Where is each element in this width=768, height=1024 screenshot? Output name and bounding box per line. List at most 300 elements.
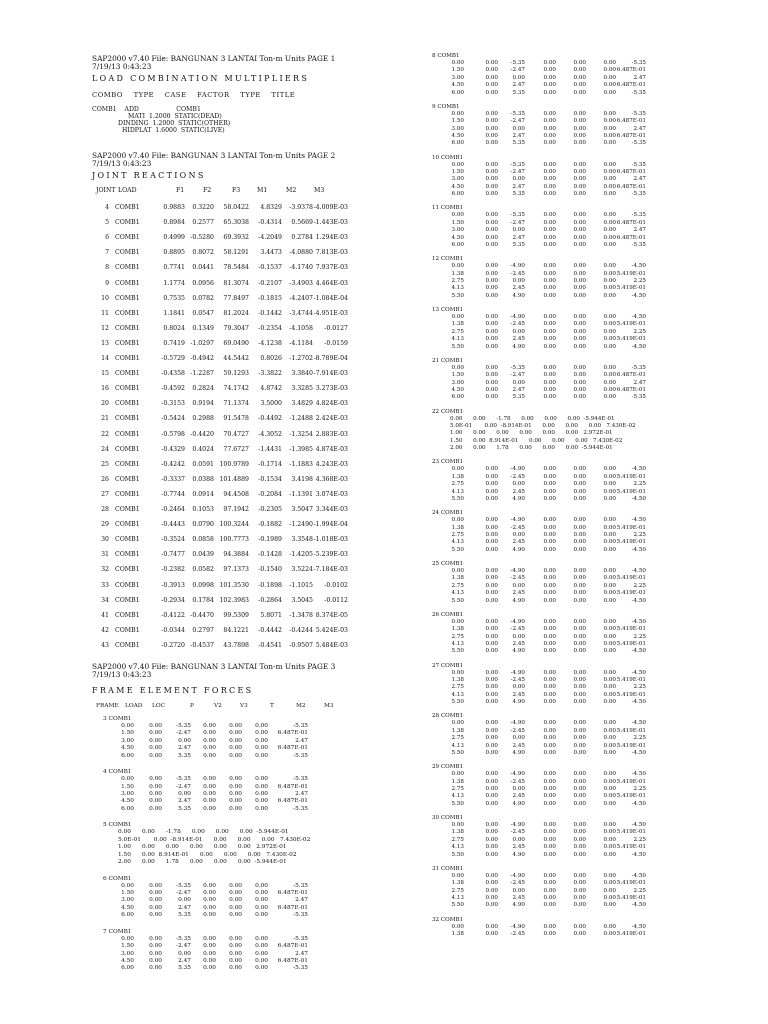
frame-label: 4 COMB1 bbox=[103, 769, 132, 776]
frame-force-cell: 0.00 bbox=[603, 110, 616, 117]
frame-force-cell: 3.00 bbox=[451, 379, 464, 386]
joint-reactions-column-header: F2 bbox=[203, 187, 212, 194]
frame-force-cell: 2.25 bbox=[633, 684, 646, 691]
joint-reaction-cell: 0.5669 bbox=[291, 219, 313, 227]
frame-force-cell: 0.00 bbox=[573, 822, 586, 828]
frame-force-cell: 0.00 bbox=[485, 212, 498, 219]
joint-reaction-cell: 0.2577 bbox=[192, 219, 214, 227]
joint-reaction-cell: -0.1898 bbox=[258, 581, 282, 589]
frame-label: 25 COMB1 bbox=[432, 561, 464, 567]
frame-force-cell: 0.00 bbox=[149, 791, 162, 797]
frame-force-cell: -4.50 bbox=[631, 800, 646, 807]
frame-force-cell: 0.00 bbox=[229, 752, 242, 759]
frame-force-cell: 1.38 bbox=[451, 524, 464, 531]
frame-force-cell: 0.00 bbox=[485, 582, 498, 589]
frame-force-cell: 0.00 bbox=[255, 912, 268, 919]
joint-reaction-cell: -4.009E-03 bbox=[313, 204, 348, 211]
frame-force-cell: 0.00 bbox=[573, 742, 586, 749]
joint-reaction-cell: -0.1534 bbox=[258, 475, 282, 483]
frame-force-cell: 0.00 bbox=[121, 882, 134, 889]
frame-force-cell: 5.50 bbox=[451, 800, 464, 807]
frame-force-cell: 0.00 bbox=[485, 517, 498, 524]
joint-reaction-cell: -4.1058 bbox=[289, 324, 313, 332]
frame-force-cell: -4.50 bbox=[631, 872, 646, 879]
frame-label: 26 COMB1 bbox=[432, 611, 464, 618]
joint-reaction-cell: -0.4420 bbox=[190, 430, 214, 438]
frame-force-cell: 0.00 bbox=[485, 742, 498, 749]
frame-force-cell: 0.00 bbox=[203, 745, 216, 752]
frame-label: 9 COMB1 bbox=[432, 103, 460, 110]
frame-force-cell: 0.00 bbox=[543, 626, 556, 633]
frame-force-cell: 0.00 bbox=[543, 750, 556, 756]
frame-force-cell: 0.00 bbox=[485, 321, 498, 328]
frame-force-cell: 1.50 bbox=[451, 118, 464, 125]
frame-force-cell: 0.00 bbox=[512, 633, 525, 640]
frame-force-cell: 0.00 bbox=[178, 791, 191, 797]
frame-force-cell: 0.00 bbox=[229, 935, 242, 942]
frame-force-cell: 6.487E-01 bbox=[277, 798, 308, 805]
frame-force-row: 1.00 0.00 0.00 0.00 0.00 0.00 2.972E-01 bbox=[118, 844, 287, 851]
frame-force-cell: 0.00 bbox=[485, 829, 498, 836]
frame-force-cell: -2.47 bbox=[510, 67, 525, 74]
frame-force-cell: -2.45 bbox=[510, 829, 525, 836]
frame-force-cell: 0.00 bbox=[543, 887, 556, 894]
frame-force-cell: 0.00 bbox=[603, 219, 616, 226]
frame-force-cell: 0.00 bbox=[485, 219, 498, 226]
frame-force-cell: 5.419E-01 bbox=[616, 778, 646, 785]
frame-force-cell: 6.487E-01 bbox=[616, 372, 646, 379]
joint-reaction-cell: 3.5000 bbox=[260, 400, 282, 408]
frame-force-cell: 0.00 bbox=[603, 242, 616, 248]
frame-force-cell: 0.00 bbox=[573, 648, 586, 655]
joint-reaction-cell: -0.4314 bbox=[258, 219, 282, 227]
frame-force-cell: 0.00 bbox=[149, 890, 162, 896]
frame-force-cell: 6.487E-01 bbox=[277, 890, 308, 896]
frame-force-cell: 0.00 bbox=[543, 895, 556, 901]
joint-reaction-cell: -0.4329 bbox=[161, 445, 185, 453]
joint-reaction-cell: COMB1 bbox=[115, 490, 140, 498]
frame-force-cell: 0.00 bbox=[485, 923, 498, 930]
frame-force-cell: 0.00 bbox=[603, 641, 616, 647]
joint-reaction-cell: 3.3285 bbox=[291, 385, 313, 393]
frame-force-cell: 4.13 bbox=[451, 641, 464, 647]
joint-reaction-cell: 4.824E-03 bbox=[315, 400, 348, 408]
joint-reaction-cell: COMB1 bbox=[115, 506, 140, 513]
frame-force-cell: 0.00 bbox=[485, 844, 498, 851]
frame-force-cell: 0.00 bbox=[603, 118, 616, 125]
frame-force-cell: 0.00 bbox=[603, 895, 616, 901]
frame-label: 23 COMB1 bbox=[432, 459, 464, 466]
frame-force-cell: 0.00 bbox=[573, 844, 586, 851]
frame-force-row: 1.50 0.00 8.914E-01 0.00 0.00 0.00 7.430E-02 bbox=[118, 851, 297, 858]
frame-force-cell: 0.00 bbox=[543, 219, 556, 226]
frame-force-cell: 0.00 bbox=[573, 524, 586, 531]
frame-force-cell: -5.35 bbox=[510, 110, 525, 117]
frame-force-cell: 5.35 bbox=[178, 912, 191, 919]
frame-force-cell: 0.00 bbox=[485, 626, 498, 633]
joint-reaction-cell: 81.3074 bbox=[223, 279, 249, 287]
frame-label: 30 COMB1 bbox=[432, 815, 464, 821]
frame-force-cell: 0.00 bbox=[451, 568, 464, 574]
frame-force-cell: 5.419E-01 bbox=[616, 727, 646, 734]
frame-force-cell: 5.50 bbox=[451, 750, 464, 756]
frame-force-cell: 2.75 bbox=[451, 633, 464, 640]
frame-force-cell: 0.00 bbox=[543, 74, 556, 81]
frame-force-cell: 0.00 bbox=[573, 263, 586, 270]
frame-force-cell: 0.00 bbox=[543, 829, 556, 836]
frame-force-cell: 0.00 bbox=[603, 263, 616, 270]
frame-forces-column-header: V2 bbox=[214, 703, 222, 709]
frame-force-cell: 5.419E-01 bbox=[616, 590, 646, 597]
frame-force-cell: 0.00 bbox=[543, 387, 556, 393]
frame-force-cell: 0.00 bbox=[451, 110, 464, 117]
frame-force-cell: 3.00 bbox=[121, 897, 134, 904]
frame-force-cell: 0.00 bbox=[255, 805, 268, 812]
frame-force-cell: 6.00 bbox=[121, 752, 134, 759]
frame-force-cell: 0.00 bbox=[485, 669, 498, 676]
frame-force-cell: 0.00 bbox=[543, 234, 556, 241]
frame-force-cell: -5.35 bbox=[631, 140, 646, 147]
frame-force-cell: 0.00 bbox=[485, 364, 498, 371]
frame-force-cell: 0.00 bbox=[603, 836, 616, 843]
frame-label: 8 COMB1 bbox=[432, 53, 460, 59]
frame-force-cell: 0.00 bbox=[543, 836, 556, 843]
frame-force-cell: -2.45 bbox=[510, 727, 525, 734]
joint-reaction-cell: -1.084E-04 bbox=[313, 294, 348, 302]
frame-force-cell: 0.00 bbox=[229, 912, 242, 919]
joint-reaction-cell: 0.9194 bbox=[192, 400, 214, 408]
joint-reaction-cell: 4.8329 bbox=[260, 204, 282, 211]
joint-reaction-cell: 4.368E-03 bbox=[315, 475, 348, 483]
joint-reaction-cell: -4.2049 bbox=[258, 234, 282, 242]
frame-force-cell: 0.00 bbox=[573, 140, 586, 147]
joint-reaction-cell: COMB1 bbox=[115, 385, 140, 393]
frame-label: 31 COMB1 bbox=[432, 865, 464, 872]
frame-force-cell: -5.35 bbox=[631, 191, 646, 198]
frame-force-cell: 0.00 bbox=[573, 227, 586, 234]
frame-force-cell: 4.90 bbox=[512, 648, 525, 655]
joint-reaction-cell: 11 bbox=[101, 309, 109, 317]
frame-force-cell: 3.00 bbox=[451, 227, 464, 234]
frame-force-row: 0.00 0.00 -1.78 0.00 0.00 0.00 -5.944E-01 bbox=[450, 415, 615, 422]
frame-force-cell: 6.487E-01 bbox=[616, 67, 646, 74]
joint-reaction-cell: COMB1 bbox=[115, 536, 140, 544]
frame-force-cell: -2.47 bbox=[510, 169, 525, 175]
frame-force-cell: 5.35 bbox=[512, 394, 525, 401]
frame-force-cell: 0.00 bbox=[543, 524, 556, 531]
frame-label: 5 COMB1 bbox=[103, 822, 132, 829]
frame-force-cell: 0.00 bbox=[603, 546, 616, 553]
frame-force-cell: 0.00 bbox=[573, 575, 586, 582]
frame-force-cell: 2.45 bbox=[512, 844, 525, 851]
frame-force-cell: 0.00 bbox=[485, 60, 498, 66]
frame-force-cell: 0.00 bbox=[255, 965, 268, 972]
joint-reaction-cell: COMB1 bbox=[115, 551, 140, 559]
joint-reaction-cell: 0.2784 bbox=[291, 234, 313, 242]
frame-force-cell: 0.00 bbox=[451, 822, 464, 828]
frame-force-cell: 0.00 bbox=[451, 161, 464, 168]
frame-force-cell: 0.00 bbox=[485, 684, 498, 691]
joint-reaction-cell: -0.7477 bbox=[161, 551, 185, 559]
frame-force-cell: 5.35 bbox=[512, 89, 525, 96]
frame-force-cell: 0.00 bbox=[603, 524, 616, 531]
frame-force-cell: 2.75 bbox=[451, 786, 464, 792]
frame-force-cell: 2.47 bbox=[633, 379, 646, 386]
frame-force-cell: 0.00 bbox=[573, 372, 586, 379]
frame-force-cell: 0.00 bbox=[485, 902, 498, 909]
frame-force-cell: 0.00 bbox=[603, 669, 616, 676]
frame-force-cell: 6.487E-01 bbox=[616, 169, 646, 175]
frame-force-cell: 0.00 bbox=[229, 737, 242, 744]
frame-force-cell: 0.00 bbox=[451, 872, 464, 879]
joint-reaction-cell: 21 bbox=[101, 415, 109, 423]
frame-force-row: 1.00 0.00 0.00 0.00 0.00 0.00 2.972E-01 bbox=[450, 430, 613, 437]
joint-reaction-cell: 10 bbox=[101, 294, 109, 302]
joint-reaction-cell: 102.3983 bbox=[219, 596, 249, 604]
frame-label: 22 COMB1 bbox=[432, 408, 464, 415]
frame-force-cell: 0.00 bbox=[255, 958, 268, 964]
frame-force-cell: 0.00 bbox=[229, 805, 242, 812]
frame-force-cell: 0.00 bbox=[485, 568, 498, 574]
joint-reaction-cell: 34 bbox=[101, 596, 109, 604]
frame-force-cell: 0.00 bbox=[603, 496, 616, 502]
frame-force-cell: 0.00 bbox=[543, 532, 556, 538]
joint-reaction-cell: 0.8895 bbox=[163, 249, 185, 257]
frame-force-cell: 2.45 bbox=[512, 895, 525, 901]
frame-force-cell: 2.47 bbox=[178, 798, 191, 805]
frame-force-cell: -5.35 bbox=[631, 394, 646, 401]
frame-forces-column-header: LOAD bbox=[125, 703, 143, 709]
frame-force-cell: 0.00 bbox=[229, 730, 242, 737]
joint-reaction-cell: -0.2464 bbox=[161, 506, 185, 513]
frame-force-cell: 0.00 bbox=[485, 648, 498, 655]
frame-force-cell: 1.38 bbox=[451, 931, 464, 937]
frame-force-cell: 0.00 bbox=[573, 212, 586, 219]
load-combination-row: DINDING 1.2000 STATIC(OTHER) bbox=[118, 120, 231, 127]
frame-force-cell: 4.90 bbox=[512, 699, 525, 706]
frame-force-cell: 0.00 bbox=[543, 488, 556, 495]
frame-force-cell: 0.00 bbox=[543, 575, 556, 582]
frame-force-cell: -4.50 bbox=[631, 771, 646, 778]
frame-force-cell: 0.00 bbox=[543, 89, 556, 96]
frame-force-cell: 0.00 bbox=[543, 60, 556, 66]
frame-force-cell: 0.00 bbox=[603, 618, 616, 625]
frame-force-cell: -5.35 bbox=[293, 723, 308, 729]
joint-reaction-cell: -4.951E-03 bbox=[313, 309, 348, 317]
frame-force-cell: -5.35 bbox=[631, 364, 646, 371]
frame-force-cell: 0.00 bbox=[603, 140, 616, 147]
frame-force-cell: 1.38 bbox=[451, 575, 464, 582]
frame-force-cell: 0.00 bbox=[603, 466, 616, 473]
frame-force-cell: 3.00 bbox=[451, 125, 464, 132]
frame-label: 10 COMB1 bbox=[432, 154, 464, 161]
frame-force-cell: 0.00 bbox=[543, 902, 556, 909]
frame-force-cell: 0.00 bbox=[543, 343, 556, 350]
joint-reaction-cell: 5 bbox=[105, 219, 109, 227]
frame-force-cell: 0.00 bbox=[573, 568, 586, 574]
frame-force-cell: 0.00 bbox=[543, 133, 556, 139]
frame-force-cell: 2.45 bbox=[512, 488, 525, 495]
frame-force-cell: 0.00 bbox=[603, 125, 616, 132]
frame-force-cell: 0.00 bbox=[573, 67, 586, 74]
frame-force-cell: 0.00 bbox=[229, 890, 242, 896]
frame-force-cell: 0.00 bbox=[485, 343, 498, 350]
frame-force-cell: 0.00 bbox=[485, 488, 498, 495]
frame-force-cell: 0.00 bbox=[603, 691, 616, 698]
frame-force-cell: 0.00 bbox=[485, 372, 498, 379]
frame-force-cell: 0.00 bbox=[573, 618, 586, 625]
frame-force-cell: 0.00 bbox=[485, 872, 498, 879]
joint-reaction-cell: 77.6727 bbox=[223, 445, 249, 453]
joint-reaction-cell: 0.0591 bbox=[192, 460, 214, 468]
frame-force-cell: 0.00 bbox=[603, 532, 616, 538]
frame-force-cell: 0.00 bbox=[229, 897, 242, 904]
frame-force-cell: 5.419E-01 bbox=[616, 488, 646, 495]
frame-force-cell: 1.38 bbox=[451, 727, 464, 734]
frame-force-cell: 0.00 bbox=[121, 776, 134, 783]
frame-force-cell: -4.90 bbox=[510, 771, 525, 778]
frame-force-cell: 0.00 bbox=[203, 935, 216, 942]
frame-force-cell: 2.25 bbox=[633, 328, 646, 335]
joint-reaction-cell: 41 bbox=[101, 611, 109, 619]
frame-force-cell: 0.00 bbox=[485, 735, 498, 742]
joint-reaction-cell: -0.1714 bbox=[258, 460, 282, 468]
frame-force-cell: 0.00 bbox=[603, 74, 616, 81]
frame-force-cell: 0.00 bbox=[485, 74, 498, 81]
joint-reaction-cell: 3.4829 bbox=[291, 400, 313, 408]
frame-force-cell: 0.00 bbox=[573, 82, 586, 89]
frame-force-cell: 0.00 bbox=[451, 720, 464, 727]
frame-force-cell: 0.00 bbox=[603, 851, 616, 858]
frame-label: 12 COMB1 bbox=[432, 256, 464, 263]
frame-force-cell: 0.00 bbox=[573, 691, 586, 698]
frame-force-cell: -4.90 bbox=[510, 568, 525, 574]
frame-force-cell: 0.00 bbox=[543, 872, 556, 879]
frame-force-cell: 0.00 bbox=[512, 481, 525, 488]
joint-reaction-cell: 99.5309 bbox=[223, 611, 249, 619]
frame-force-cell: 0.00 bbox=[203, 904, 216, 911]
joint-reaction-cell: COMB1 bbox=[115, 400, 140, 408]
frame-force-cell: 0.00 bbox=[485, 699, 498, 706]
frame-force-cell: -5.35 bbox=[631, 110, 646, 117]
frame-force-cell: 0.00 bbox=[149, 798, 162, 805]
frame-force-cell: 0.00 bbox=[255, 730, 268, 737]
frame-force-cell: 0.00 bbox=[203, 737, 216, 744]
frame-force-cell: 0.00 bbox=[543, 517, 556, 524]
frame-force-cell: 5.35 bbox=[178, 965, 191, 972]
frame-force-cell: 0.00 bbox=[603, 633, 616, 640]
joint-reaction-cell: COMB1 bbox=[115, 581, 140, 589]
frame-force-cell: 2.47 bbox=[295, 791, 308, 797]
frame-force-cell: 0.00 bbox=[512, 532, 525, 538]
joint-reaction-cell: COMB1 bbox=[115, 566, 140, 574]
frame-force-cell: 0.00 bbox=[543, 742, 556, 749]
joint-reactions-column-header: F3 bbox=[232, 187, 241, 194]
frame-force-cell: 0.00 bbox=[573, 517, 586, 524]
frame-force-cell: 5.419E-01 bbox=[616, 575, 646, 582]
joint-reaction-cell: 2.424E-03 bbox=[315, 415, 348, 423]
frame-force-cell: 1.38 bbox=[451, 270, 464, 277]
frame-force-cell: 0.00 bbox=[451, 466, 464, 473]
joint-reaction-cell: 0.0858 bbox=[192, 536, 214, 544]
frame-force-cell: -5.35 bbox=[631, 60, 646, 66]
frame-force-cell: 0.00 bbox=[543, 191, 556, 198]
frame-force-cell: 2.25 bbox=[633, 481, 646, 488]
frame-force-cell: 0.00 bbox=[603, 684, 616, 691]
frame-force-cell: 0.00 bbox=[512, 735, 525, 742]
frame-force-cell: 0.00 bbox=[512, 684, 525, 691]
frame-force-cell: 0.00 bbox=[255, 776, 268, 783]
frame-force-cell: -2.45 bbox=[510, 677, 525, 683]
frame-force-cell: 5.419E-01 bbox=[616, 844, 646, 851]
frame-force-cell: 0.00 bbox=[603, 880, 616, 887]
page2-header-line2: 7/19/13 0:43:23 bbox=[92, 159, 152, 168]
joint-reaction-cell: 7.937E-03 bbox=[315, 264, 348, 272]
frame-force-cell: 0.00 bbox=[485, 727, 498, 734]
frame-force-cell: 0.00 bbox=[543, 227, 556, 234]
frame-force-cell: 0.00 bbox=[229, 882, 242, 889]
frame-force-cell: 0.00 bbox=[603, 89, 616, 96]
frame-force-cell: -4.50 bbox=[631, 314, 646, 320]
frame-force-cell: 0.00 bbox=[229, 958, 242, 964]
joint-reaction-cell: COMB1 bbox=[115, 324, 140, 332]
frame-force-cell: 0.00 bbox=[573, 778, 586, 785]
frame-force-cell: 0.00 bbox=[543, 278, 556, 284]
frame-force-cell: 0.00 bbox=[149, 745, 162, 752]
frame-force-cell: 5.50 bbox=[451, 343, 464, 350]
frame-force-cell: -4.50 bbox=[631, 343, 646, 350]
frame-force-cell: 0.00 bbox=[573, 532, 586, 538]
joint-reaction-cell: COMB1 bbox=[115, 370, 140, 378]
joint-reactions-title: JOINT REACTIONS bbox=[92, 171, 206, 180]
joint-reaction-cell: -1.1883 bbox=[289, 460, 313, 468]
frame-force-cell: 0.00 bbox=[573, 727, 586, 734]
frame-force-cell: 0.00 bbox=[485, 394, 498, 401]
frame-force-cell: 4.50 bbox=[451, 234, 464, 241]
frame-force-cell: 2.25 bbox=[633, 735, 646, 742]
frame-force-cell: 0.00 bbox=[603, 829, 616, 836]
frame-force-cell: 0.00 bbox=[573, 176, 586, 183]
frame-force-cell: 0.00 bbox=[573, 923, 586, 930]
frame-force-cell: 0.00 bbox=[485, 118, 498, 125]
frame-label: 11 COMB1 bbox=[432, 205, 464, 212]
frame-force-cell: 4.50 bbox=[451, 387, 464, 393]
frame-force-cell: 5.35 bbox=[512, 191, 525, 198]
joint-reaction-cell: 77.8497 bbox=[223, 294, 249, 302]
frame-force-cell: 0.00 bbox=[573, 902, 586, 909]
frame-force-cell: 6.487E-01 bbox=[277, 943, 308, 950]
frame-force-cell: 0.00 bbox=[573, 836, 586, 843]
joint-reaction-cell: -0.3337 bbox=[161, 475, 185, 483]
frame-force-cell: 5.50 bbox=[451, 546, 464, 553]
joint-reaction-cell: -0.4443 bbox=[161, 521, 185, 529]
joint-reaction-cell: 71.1374 bbox=[223, 400, 249, 408]
frame-force-cell: 0.00 bbox=[603, 473, 616, 480]
frame-force-row: 1.50 0.00 8.914E-01 0.00 0.00 0.00 7.430E-02 bbox=[450, 437, 623, 444]
frame-force-cell: 0.00 bbox=[573, 887, 586, 894]
frame-force-cell: 0.00 bbox=[603, 778, 616, 785]
frame-force-cell: 6.487E-01 bbox=[616, 133, 646, 139]
joint-reaction-cell: COMB1 bbox=[115, 641, 140, 649]
frame-force-cell: -4.90 bbox=[510, 618, 525, 625]
frame-force-cell: 0.00 bbox=[485, 227, 498, 234]
frame-force-cell: 0.00 bbox=[543, 546, 556, 553]
frame-force-cell: 0.00 bbox=[603, 212, 616, 219]
frame-force-cell: 0.00 bbox=[603, 648, 616, 655]
frame-force-cell: 0.00 bbox=[203, 752, 216, 759]
frame-force-cell: 0.00 bbox=[573, 597, 586, 604]
frame-force-cell: -2.47 bbox=[510, 118, 525, 125]
